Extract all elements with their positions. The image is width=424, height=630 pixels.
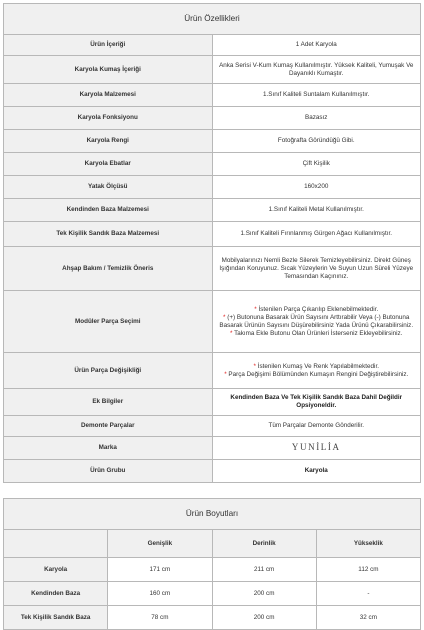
column-header-depth: Derinlik: [212, 530, 316, 558]
cell-height: -: [316, 582, 420, 606]
column-header-height: Yükseklik: [316, 530, 420, 558]
cell-width: 171 cm: [108, 558, 212, 582]
cell-width: 160 cm: [108, 582, 212, 606]
spec-label: Ürün Grubu: [4, 460, 213, 483]
spec-bullet: Parça Değişimi Bölümünden Kumaşın Rengini Değiştirebilirsiniz.: [228, 370, 409, 378]
asterisk-icon: *: [254, 305, 257, 313]
spec-value: [212, 353, 421, 389]
spec-label: Modüler Parça Seçimi: [4, 291, 213, 353]
spec-label: Karyola Malzemesi: [4, 84, 213, 107]
spec-label: Karyola Ebatlar: [4, 153, 213, 176]
spec-value: 1 Adet Karyola: [212, 35, 421, 56]
product-dimensions-title: Ürün Boyutları: [4, 499, 421, 530]
spec-bullet: İstenilen Kumaş Ve Renk Yapılabilmektedir.: [257, 362, 379, 370]
spec-value: Fotoğrafta Göründüğü Gibi.: [212, 130, 421, 153]
table-row: [4, 222, 421, 247]
cell-depth: 200 cm: [212, 582, 316, 606]
table-row: [4, 291, 421, 353]
row-label: Karyola: [4, 558, 108, 582]
table-row: [4, 437, 421, 460]
table-row: [4, 176, 421, 199]
column-header-width: Genişlik: [108, 530, 212, 558]
spec-value: [212, 291, 421, 353]
table-header-row: [4, 530, 421, 558]
spec-bullet: (+) Butonuna Basarak Ürün Sayısını Arttırabilir Veya (-) Butonuna Basarak Ürünün Sayısını Düşürebilirsiniz Yada Ürünü Çıkarabilirsiniz.: [219, 313, 414, 329]
table-row: [4, 460, 421, 483]
spec-bullet: Takıma Ekle Butonu Olan Ürünleri İsterseniz Ekleyebilirsiniz.: [234, 329, 403, 337]
spec-label: Karyola Fonksiyonu: [4, 107, 213, 130]
header-corner: [4, 530, 108, 558]
spec-label: Ürün İçeriği: [4, 35, 213, 56]
cell-height: 112 cm: [316, 558, 420, 582]
brand-logo-text: YUNİLİA: [291, 442, 341, 452]
spec-label: Tek Kişilik Sandık Baza Malzemesi: [4, 222, 213, 247]
table-row: [4, 416, 421, 437]
table-row: [4, 389, 421, 416]
spec-label: Marka: [4, 437, 213, 460]
spec-value: 1.Sınıf Kaliteli Metal Kullanılmıştır.: [212, 199, 421, 222]
cell-width: 78 cm: [108, 606, 212, 630]
spec-label: Yatak Ölçüsü: [4, 176, 213, 199]
spec-label: Ahşap Bakım / Temizlik Öneris: [4, 247, 213, 291]
table-row: [4, 582, 421, 606]
product-features-title: Ürün Özellikleri: [4, 4, 421, 35]
cell-depth: 211 cm: [212, 558, 316, 582]
brand-logo: [212, 437, 421, 460]
spec-label: Ürün Parça Değişikliği: [4, 353, 213, 389]
spec-value: 160x200: [212, 176, 421, 199]
table-row: [4, 353, 421, 389]
table-row: [4, 56, 421, 84]
spec-value: Çift Kişilik: [212, 153, 421, 176]
table-row: [4, 130, 421, 153]
cell-depth: 200 cm: [212, 606, 316, 630]
spec-label: Karyola Kumaş İçeriği: [4, 56, 213, 84]
spec-value: Mobilyalarınızı Nemli Bezle Silerek Temizleyebilirsiniz. Direkt Güneş Işığından Koruyunuz. Sıcak Yüzeylerin Ve Suyun Uzun Süreli Yüzeye Temasından Kaçınınız.: [212, 247, 421, 291]
spec-value: Kendinden Baza Ve Tek Kişilik Sandık Baza Dahil Değildir Opsiyoneldir.: [212, 389, 421, 416]
table-row: [4, 247, 421, 291]
table-row: [4, 153, 421, 176]
spec-value: Karyola: [212, 460, 421, 483]
spec-label: Kendinden Baza Malzemesi: [4, 199, 213, 222]
product-features-table: [3, 3, 421, 483]
asterisk-icon: *: [224, 370, 227, 378]
table-row: [4, 558, 421, 582]
table-row: [4, 84, 421, 107]
spec-bullet: İstenilen Parça Çıkarılıp Eklenebilmektedir.: [258, 305, 379, 313]
spec-label: Demonte Parçalar: [4, 416, 213, 437]
asterisk-icon: *: [223, 313, 226, 321]
spec-value: Anka Serisi V-Kum Kumaş Kullanılmıştır. Yüksek Kaliteli, Yumuşak Ve Dayanıklı Kumaştır.: [212, 56, 421, 84]
cell-height: 32 cm: [316, 606, 420, 630]
asterisk-icon: *: [253, 362, 256, 370]
table-row: [4, 35, 421, 56]
product-dimensions-table: [3, 498, 421, 630]
section-gap: [3, 483, 421, 498]
spec-value: Bazasız: [212, 107, 421, 130]
asterisk-icon: *: [230, 329, 233, 337]
table-row: [4, 199, 421, 222]
table-row: [4, 107, 421, 130]
spec-value: Tüm Parçalar Demonte Gönderilir.: [212, 416, 421, 437]
spec-label: Ek Bilgiler: [4, 389, 213, 416]
spec-value: 1.Sınıf Kaliteli Fırınlanmış Gürgen Ağacı Kullanılmıştır.: [212, 222, 421, 247]
row-label: Tek Kişilik Sandık Baza: [4, 606, 108, 630]
spec-label: Karyola Rengi: [4, 130, 213, 153]
table-row: [4, 606, 421, 630]
row-label: Kendinden Baza: [4, 582, 108, 606]
spec-value: 1.Sınıf Kaliteli Suntalam Kullanılmıştır.: [212, 84, 421, 107]
